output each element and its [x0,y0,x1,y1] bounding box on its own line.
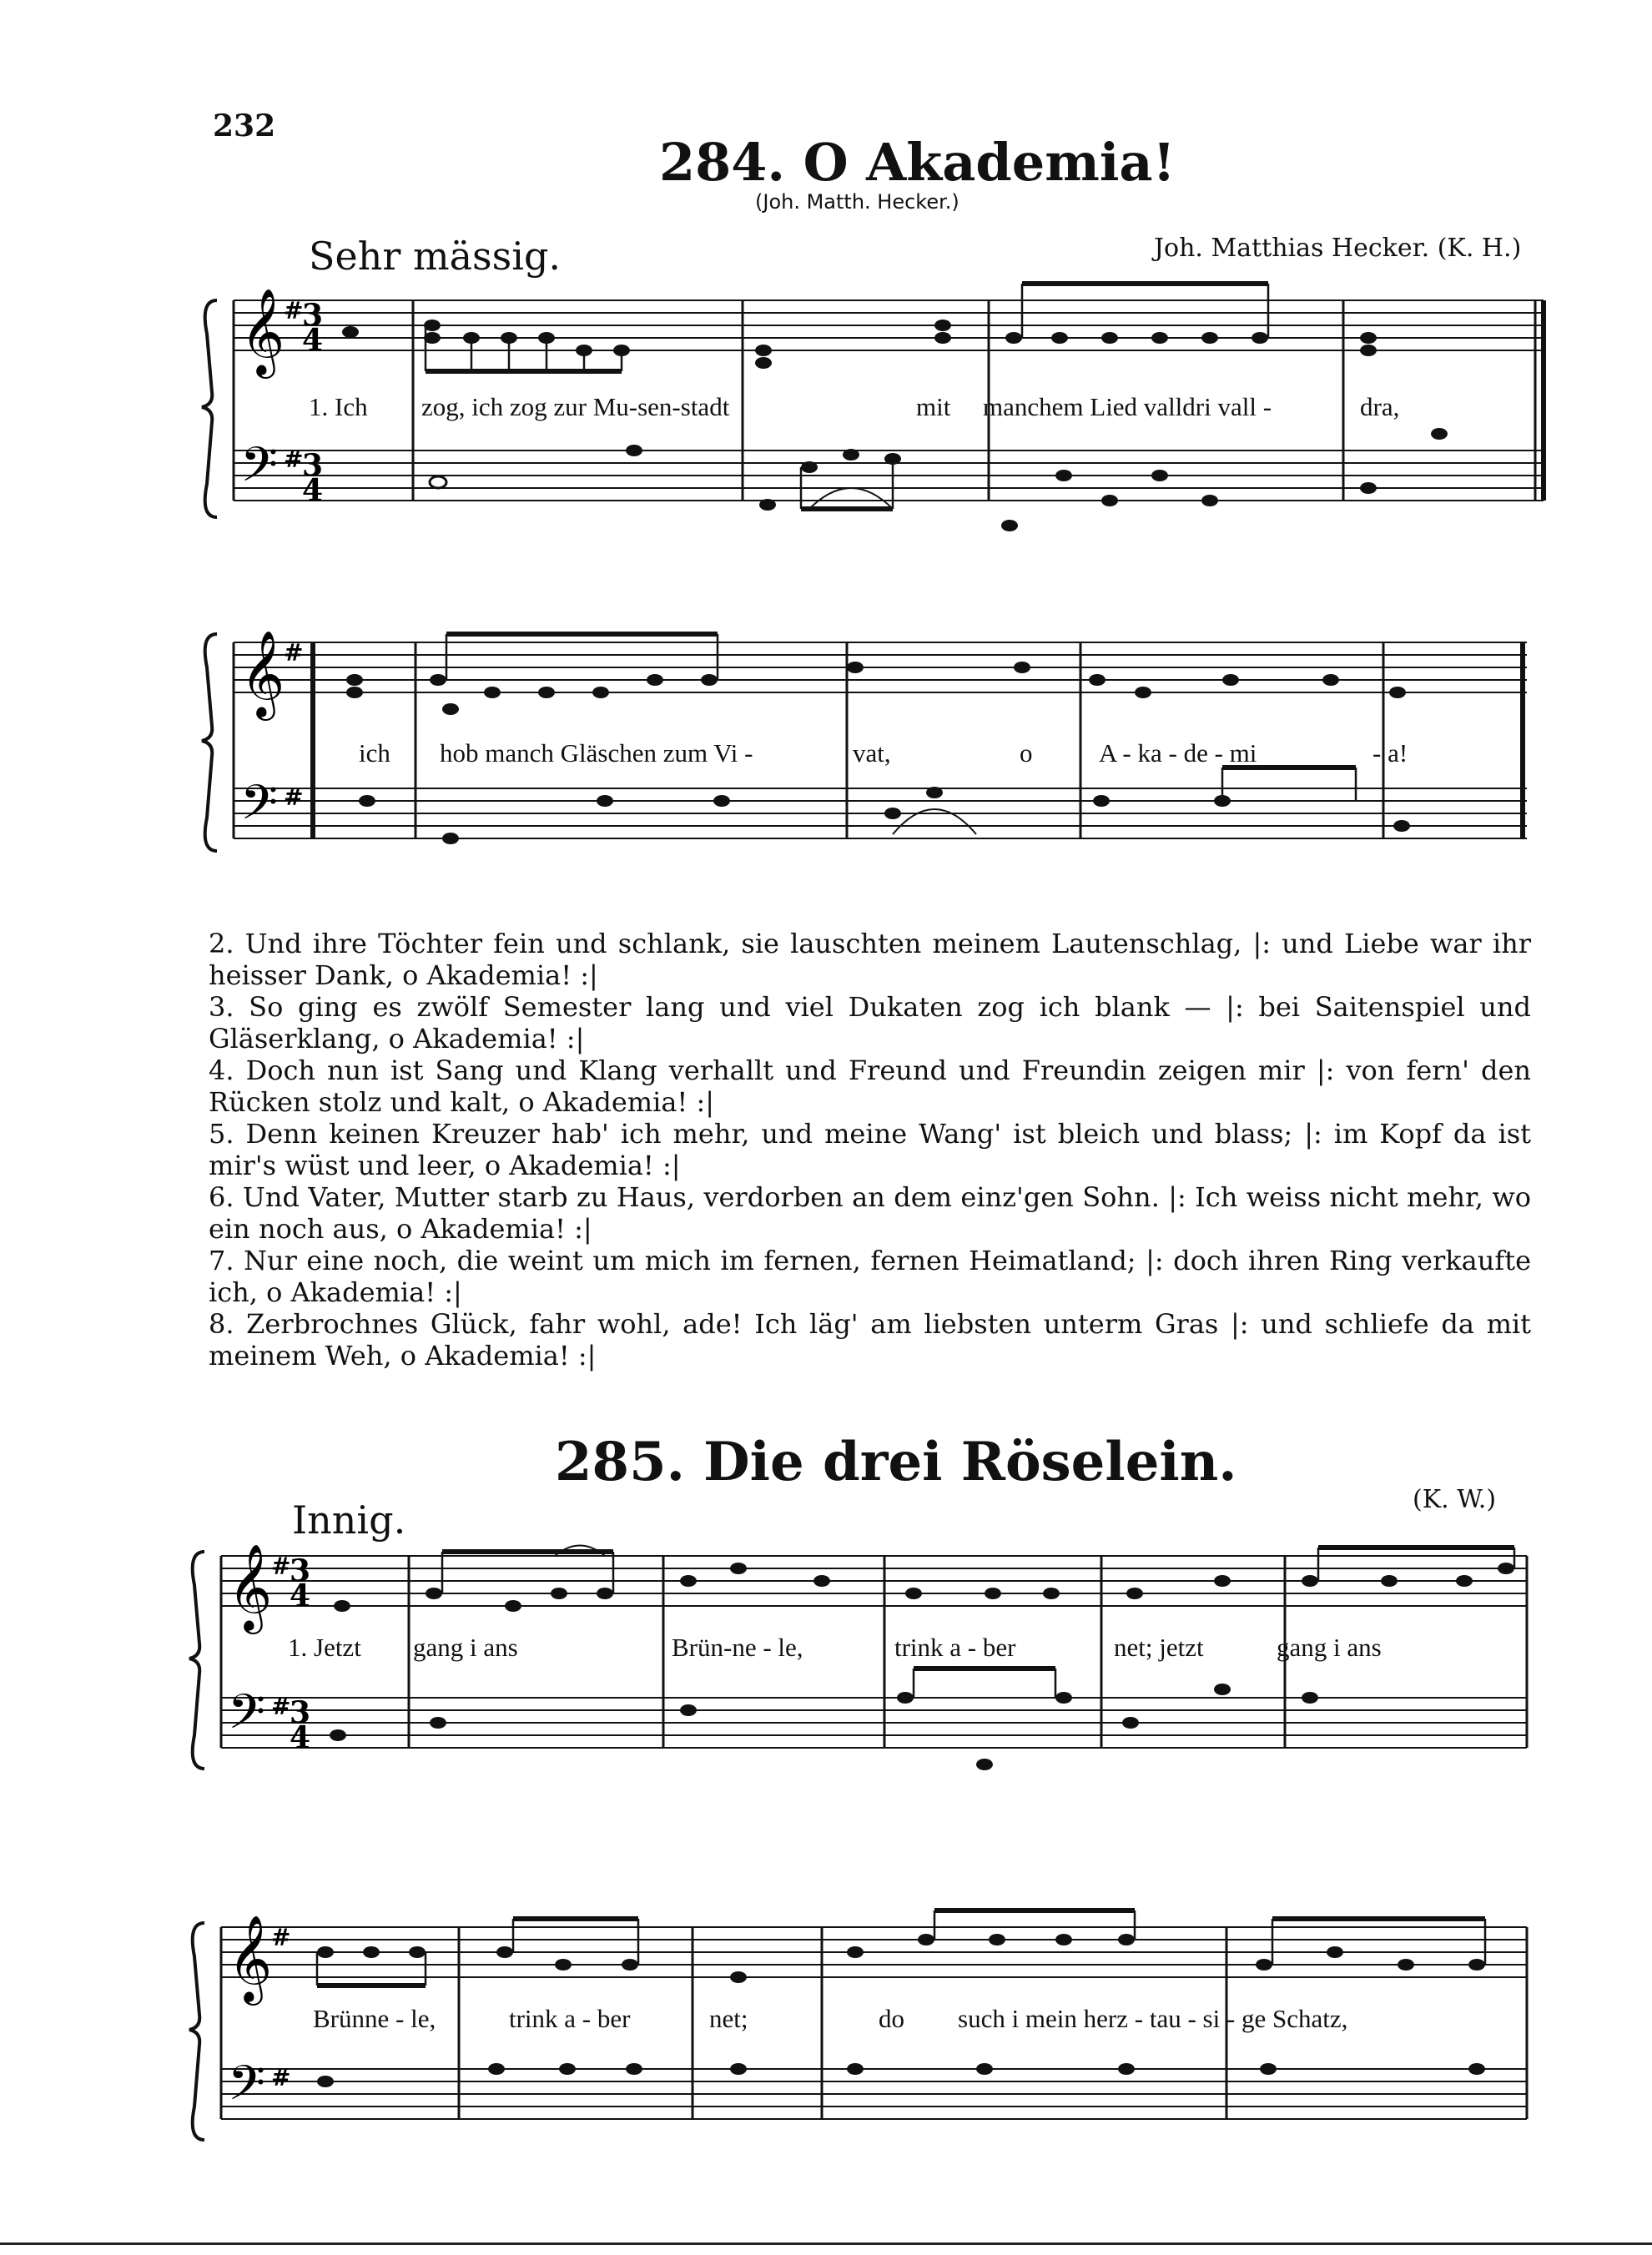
svg-text:#: # [284,297,304,325]
lyric-284-1-a: 1. Ich [309,392,368,421]
verses-284 [209,928,1531,1372]
verse-2: 2. Und ihre Töchter fein und schlank, sie lauschten meinem Lautenschlag, |: und Liebe war ihr heisser Dank, o Akademia! :| [209,928,1531,991]
lyric-285-2-d: do [879,2004,904,2033]
svg-text:#: # [284,639,304,667]
lyric-285-1-b: gang i ans [413,1633,518,1662]
svg-text:#: # [271,1924,291,1951]
verse-8: 8. Zerbrochnes Glück, fahr wohl, ade! Ich läg' am liebsten unterm Gras |: und schliefe da mit meinem Weh, o Akademia! :| [209,1308,1531,1372]
svg-text:#: # [271,1693,291,1720]
svg-text:#: # [284,783,304,811]
bass-clef-icon: 𝄢 [228,1684,266,1752]
lyric-284-2-f: - a! [1372,738,1408,768]
lyric-285-1-d: trink a - ber [894,1633,1016,1662]
treble-clef-icon: 𝄞 [228,1915,273,2002]
svg-text:#: # [271,2064,291,2091]
bass-clef-icon: 𝄢 [240,774,279,843]
verse-6: 6. Und Vater, Mutter starb zu Haus, verdorben an dem einz'gen Sohn. |: Ich weiss nicht mehr, wo ein noch aus, o Akademia! :| [209,1181,1531,1245]
composer-credit-285: (K. W.) [1413,1485,1497,1514]
lyric-284-1-c: mit [916,392,951,421]
lyric-284-1-b: zog, ich zog zur Mu-sen-stadt [421,392,730,421]
music-system-284-1 [200,267,1552,534]
svg-text:4: 4 [302,323,324,358]
svg-text:#: # [284,445,304,473]
svg-text:#: # [271,1553,291,1580]
page-number: 232 [213,108,276,143]
lyric-284-2-c: vat, [853,738,891,768]
verse-4: 4. Doch nun ist Sang und Klang verhallt und Freund und Freundin zeigen mir |: von fern' den Rücken stolz und kalt, o Akademia! :| [209,1055,1531,1118]
song-title-285: 285. Die drei Röselein. [555,1431,1237,1493]
lyric-285-2-e: such i mein herz - tau - si - ge Schatz, [958,2004,1348,2033]
tempo-marking-285: Innig. [292,1497,406,1543]
svg-text:3: 3 [302,298,324,333]
composer-credit-284: Joh. Matthias Hecker. (K. H.) [1154,234,1522,263]
svg-text:3: 3 [302,448,324,483]
svg-text:4: 4 [302,473,324,508]
lyric-284-2-d: o [1020,738,1033,768]
lyric-284-2-e: A - ka - de - mi [1099,738,1257,768]
treble-clef-icon: 𝄞 [228,1543,273,1631]
lyric-284-2-b: hob manch Gläschen zum Vi - [440,738,753,768]
lyric-285-1-f: gang i ans [1277,1633,1382,1662]
song-title-284: 284. O Akademia! [659,132,1176,193]
lyric-285-2-c: net; [709,2004,748,2033]
lyric-284-2-a: ich [359,738,390,768]
svg-text:3: 3 [290,1695,311,1730]
lyric-285-1-e: net; jetzt [1114,1633,1204,1662]
bass-clef-icon: 𝄢 [228,2055,266,2123]
treble-clef-icon: 𝄞 [240,288,285,375]
verse-5: 5. Denn keinen Kreuzer hab' ich mehr, und meine Wang' ist bleich und blass; |: im Kopf da ist mir's wüst und leer, o Akademia! :| [209,1118,1531,1181]
lyric-285-2-b: trink a - ber [509,2004,631,2033]
svg-text:4: 4 [290,1578,311,1613]
tempo-marking-284: Sehr mässig. [309,234,562,279]
treble-clef-icon: 𝄞 [240,630,285,717]
svg-text:3: 3 [290,1553,311,1588]
verse-7: 7. Nur eine noch, die weint um mich im fernen, fernen Heimatland; |: doch ihren Ring verkaufte ich, o Akademia! :| [209,1245,1531,1308]
svg-text:4: 4 [290,1720,311,1755]
lyric-285-2-a: Brünne - le, [313,2004,436,2033]
verse-3: 3. So ging es zwölf Semester lang und viel Dukaten zog ich blank — |: bei Saitenspiel und Gläserklang, o Akademia! :| [209,991,1531,1055]
page-bottom-rule [0,2242,1652,2245]
lyric-285-1-a: 1. Jetzt [288,1633,361,1662]
bass-clef-icon: 𝄢 [240,436,279,505]
lyric-285-1-c: Brün-ne - le, [672,1633,803,1662]
lyric-284-1-e: dra, [1360,392,1400,421]
song-subtitle-284: (Joh. Matth. Hecker.) [755,190,959,214]
lyric-284-1-d: manchem Lied valldri vall - [983,392,1272,421]
